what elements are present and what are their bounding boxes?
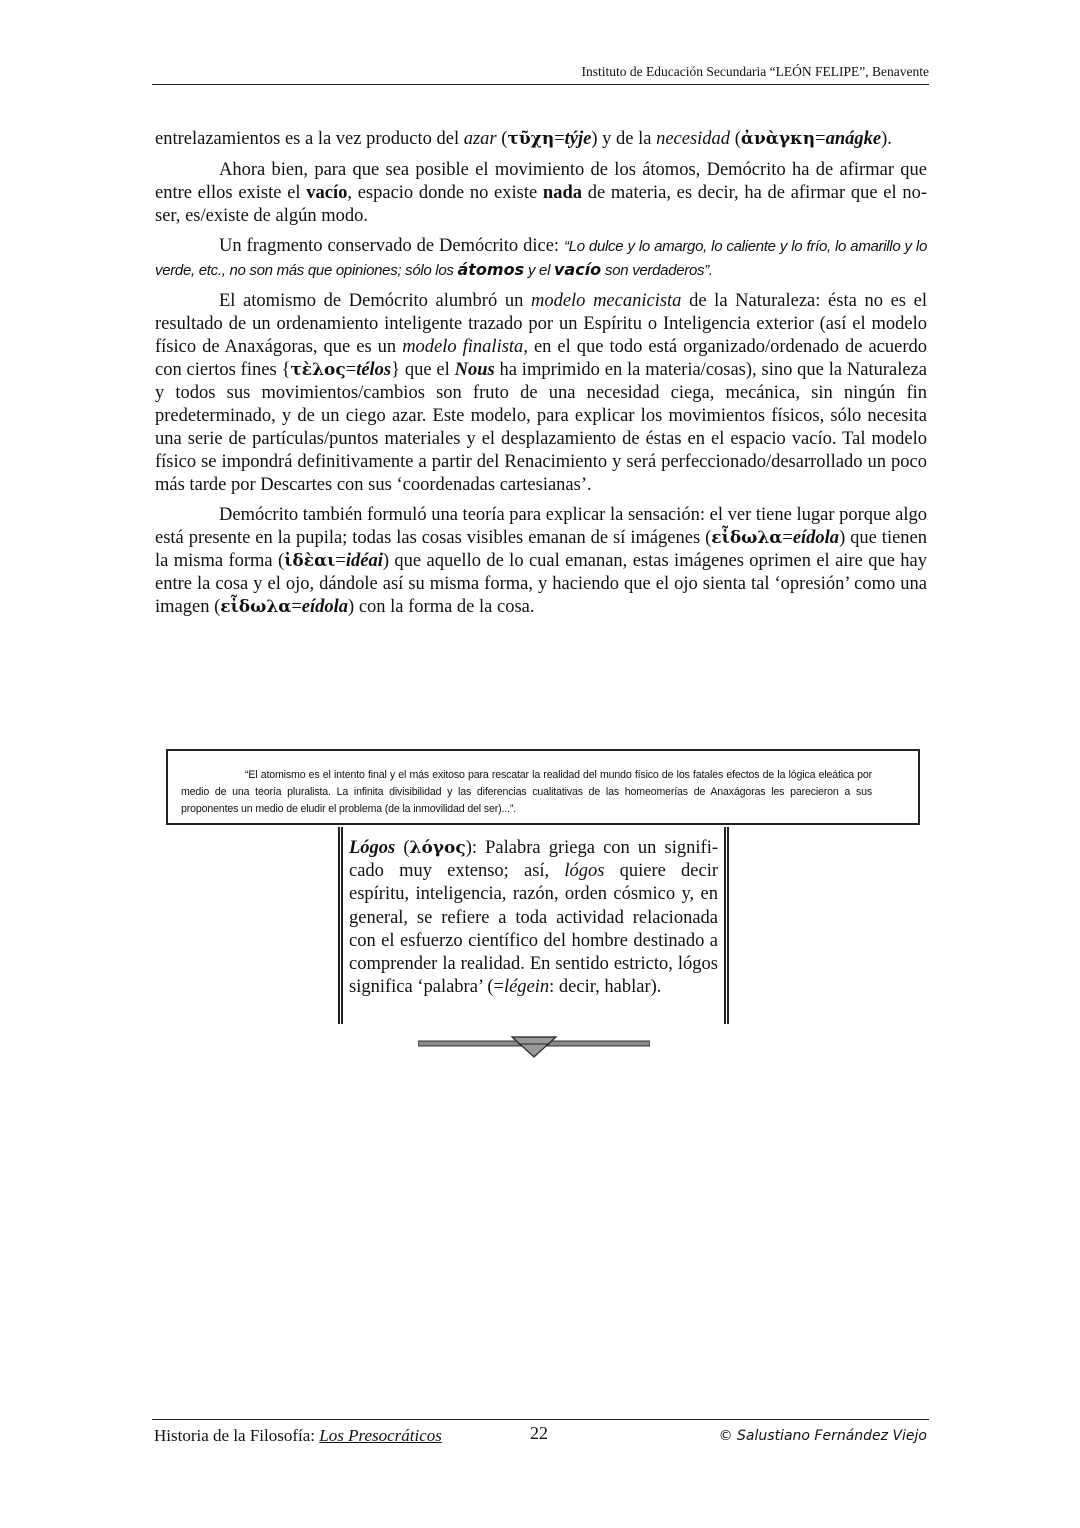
text-segment: = [815,129,826,149]
text-segment: ): Palabra griega con un signifi-cado muy extenso; así, [349,838,718,882]
text-segment: “Lo dulce y lo amargo, lo caliente y lo frío, lo amarillo y lo verde, etc., no son más que opiniones; sólo los [155,238,928,279]
text-segment: týje [564,129,592,149]
text-segment: lógos [564,861,605,882]
header-text: Instituto de Educación Secundaria “LEÓN FELIPE”, Benavente [581,64,929,79]
text-segment: , en el que todo está organizado/ordenado de acuerdo con ciertos fines { [155,336,927,380]
down-arrow-ornament-icon [418,1036,650,1060]
text-segment: légein [503,977,550,998]
text-segment: ha imprimido en la materia/cosas), sino que la Naturaleza y todos sus movimientos/cambios son fruto de una necesidad ciega, mecánica, sin ningún fin predeterminado, y de un ciego azar. Este modelo, para explicar los movimientos físicos, sólo necesita una serie de partículas/puntos materiales y el desplazamiento de éstas en el espacio vacío. Tal modelo físico se impondrá definitivamente a partir del Renacimiento y será perfeccionado/desarrollado un poco más tarde por Descartes con sus ‘coordenadas cartesianas’. [155,359,927,495]
text-segment: λόγος [409,838,466,858]
page-header [152,64,929,85]
text-segment: anágke [825,129,882,149]
text-segment: de la Naturaleza: ésta no es el resultado de un ordenamiento inteligente trazado por un Espíritu o Inteligencia exterior (así el modelo físico de Anaxágoras, que es un [155,290,927,357]
footer-course-prefix: Historia de la Filosofía: [154,1426,320,1445]
paragraph [155,504,927,619]
text-segment: ἰδὲαι [284,551,336,571]
text-segment: Nous [454,359,495,380]
text-segment: eídola [792,528,840,548]
text-segment: τῦχη [507,129,555,149]
quote-text: “El atomismo es el intento final y el más exitoso para rescatar la realidad del mundo físico de los fatales efectos de la lógica eleática por medio de una teoría pluralista. La infinita divisibilidad y las diferencias cualitativas de las homeomerías de Anaxágoras les parecieron a sus proponentes un medio de eludir el problema (de la inmovilidad del ser)...”. [181,769,872,815]
paragraph [155,128,927,151]
text-segment: = [335,551,346,571]
footer-course-title: Los Presocráticos [319,1426,442,1445]
text-segment: = [291,597,302,617]
text-segment: εἶδωλα [711,528,783,548]
footer-author: © Salustiano Fernández Viejo [718,1428,927,1444]
text-segment: ἀνὰγκη [740,129,816,149]
page-number: 22 [530,1423,548,1443]
body-text [155,128,927,627]
text-segment: = [782,528,793,548]
text-segment: Un fragmento conservado de Demócrito dice: [219,236,564,256]
text-segment: Ahora bien, para que sea posible el movimiento de los átomos, Demócrito ha de afirmar que entre ellos existe el [155,159,927,203]
text-segment: ( [395,838,410,858]
text-segment: modelo finalista [402,336,524,357]
text-segment: = [345,359,357,380]
text-segment: ( [730,129,741,149]
text-segment: azar [463,129,497,149]
text-segment: ) que tienen la misma forma ( [155,528,928,571]
definition-text [349,837,718,999]
text-segment: modelo mecanicista [530,290,682,311]
text-segment: son verdaderos”. [601,262,713,279]
text-segment: ) y de la [591,129,657,149]
text-segment: Demócrito también formuló una teoría para explicar la sensación: el ver tiene lugar porque algo está presente en la pupila; todas las cosas visibles emanan de sí imágenes ( [155,505,927,548]
text-segment: vacío [553,260,602,279]
text-segment: de materia, es decir, ha de afirmar que el no-ser, es/existe de algún modo. [155,182,927,226]
text-segment: eídola [301,597,349,617]
page-footer [152,1419,929,1450]
text-segment: ) que aquello de lo cual emanan, estas imágenes oprimen el aire que hay entre la cosa y el ojo, dándole así su misma forma, y haciendo que el ojo sienta tal ‘opresión’ como una imagen ( [155,551,928,617]
text-segment: idéai [345,551,383,571]
text-segment: ( [496,129,508,149]
text-segment: εἶδωλα [220,597,292,617]
text-segment: Lógos [349,838,396,858]
paragraph [155,290,927,497]
paragraph [155,159,927,228]
definition-box [338,827,729,1024]
quote-box [166,749,920,825]
text-segment: } que el [391,359,455,380]
text-segment: , espacio donde no existe [347,182,543,203]
paragraph [155,235,927,282]
text-segment: átomos [457,260,525,279]
text-segment: : decir, hablar). [549,977,662,998]
text-segment: = [554,129,565,149]
text-segment: entrelazamientos es a la vez producto del [155,129,464,149]
text-segment: τὲλος [290,359,346,380]
text-segment: ) con la forma de la cosa. [348,597,535,617]
text-segment: necesidad [656,129,731,149]
text-segment: ). [881,129,892,149]
text-segment: vacío [306,182,348,203]
text-segment: quiere decir espíritu, inteligencia, razón, orden cósmico y, en general, se refiere a toda actividad relacionada con el esfuerzo científico del hombre destinado a comprender la realidad. En sentido estricto, lógos significa ‘palabra’ (= [349,861,719,998]
text-segment: télos [356,359,392,380]
text-segment: y el [524,262,554,279]
text-segment: El atomismo de Demócrito alumbró un [219,290,531,311]
footer-course [154,1426,442,1446]
text-segment: nada [542,182,582,203]
